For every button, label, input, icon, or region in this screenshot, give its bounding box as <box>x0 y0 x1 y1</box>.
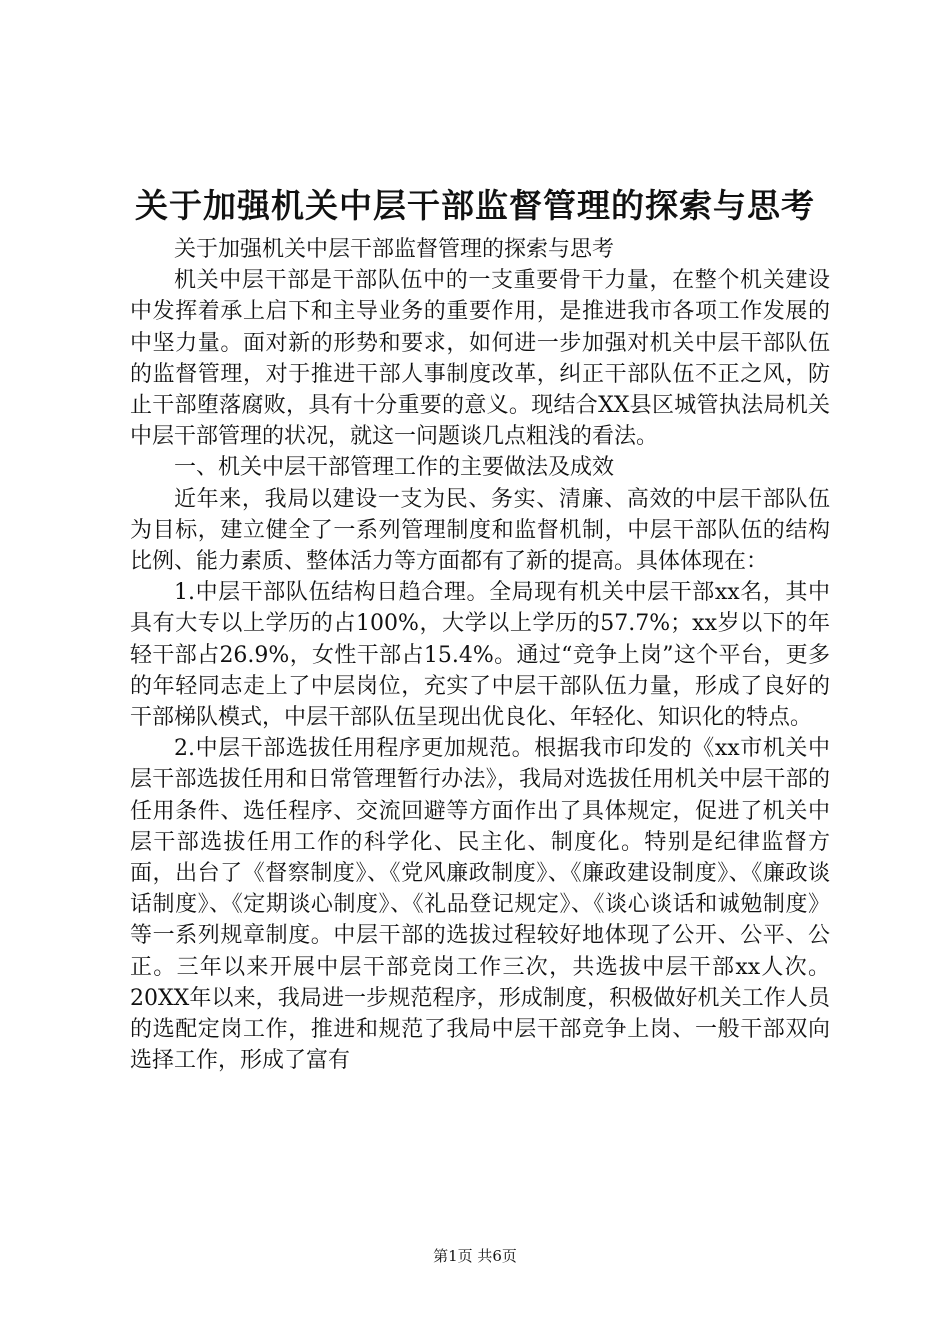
intro-paragraph: 机关中层干部是干部队伍中的一支重要骨干力量，在整个机关建设中发挥着承上启下和主导业务的重要作用，是推进我市各项工作发展的中坚力量。面对新的形势和要求，如何进一步加强对机关中层干部队伍的监督管理，对于推进干部人事制度改革，纠正干部队伍不正之风，防止干部堕落腐败，具有十分重要的意义。现结合XX县区城管执法局机关中层干部管理的状况，就这一问题谈几点粗浅的看法。 <box>130 268 830 450</box>
body-paragraph: 1.中层干部队伍结构日趋合理。全局现有机关中层干部xx名，其中具有大专以上学历的占100%，大学以上学历的57.7%；xx岁以下的年轻干部占26.9%，女性干部占15.4%。通过“竞争上岗”这个平台，更多的年轻同志走上了中层岗位，充实了中层干部队伍力量，形成了良好的干部梯队模式，中层干部队伍呈现出优良化、年轻化、知识化的特点。 <box>130 580 830 731</box>
document-title: 关于加强机关中层干部监督管理的探索与思考 <box>135 186 815 225</box>
body-paragraph: 近年来，我局以建设一支为民、务实、清廉、高效的中层干部队伍为目标，建立健全了一系列管理制度和监督机制，中层干部队伍的结构比例、能力素质、整体活力等方面都有了新的提高。具体体现在： <box>130 486 830 575</box>
section-heading: 一、机关中层干部管理工作的主要做法及成效 <box>174 455 615 481</box>
document-body <box>130 234 830 1076</box>
subtitle-paragraph: 关于加强机关中层干部监督管理的探索与思考 <box>174 237 615 262</box>
body-paragraph: 2.中层干部选拔任用程序更加规范。根据我市印发的《xx市机关中层干部选拔任用和日常管理暂行办法》，我局对选拔任用机关中层干部的任用条件、选任程序、交流回避等方面作出了具体规定，促进了机关中层干部选拔任用工作的科学化、民主化、制度化。特别是纪律监督方面，出台了《督察制度》、《党风廉政制度》、《廉政建设制度》、《廉政谈话制度》、《定期谈心制度》、《礼品登记规定》、《谈心谈话和诚勉制度》等一系列规章制度。中层干部的选拔过程较好地体现了公开、公平、公正。三年以来开展中层干部竞岗工作三次，共选拔中层干部xx人次。20XX年以来，我局进一步规范程序，形成制度，积极做好机关工作人员的选配定岗工作，推进和规范了我局中层干部竞争上岗、一般干部双向选择工作，形成了富有 <box>130 736 830 1074</box>
page-number-footer: 第1页 共6页 <box>433 1247 517 1265</box>
